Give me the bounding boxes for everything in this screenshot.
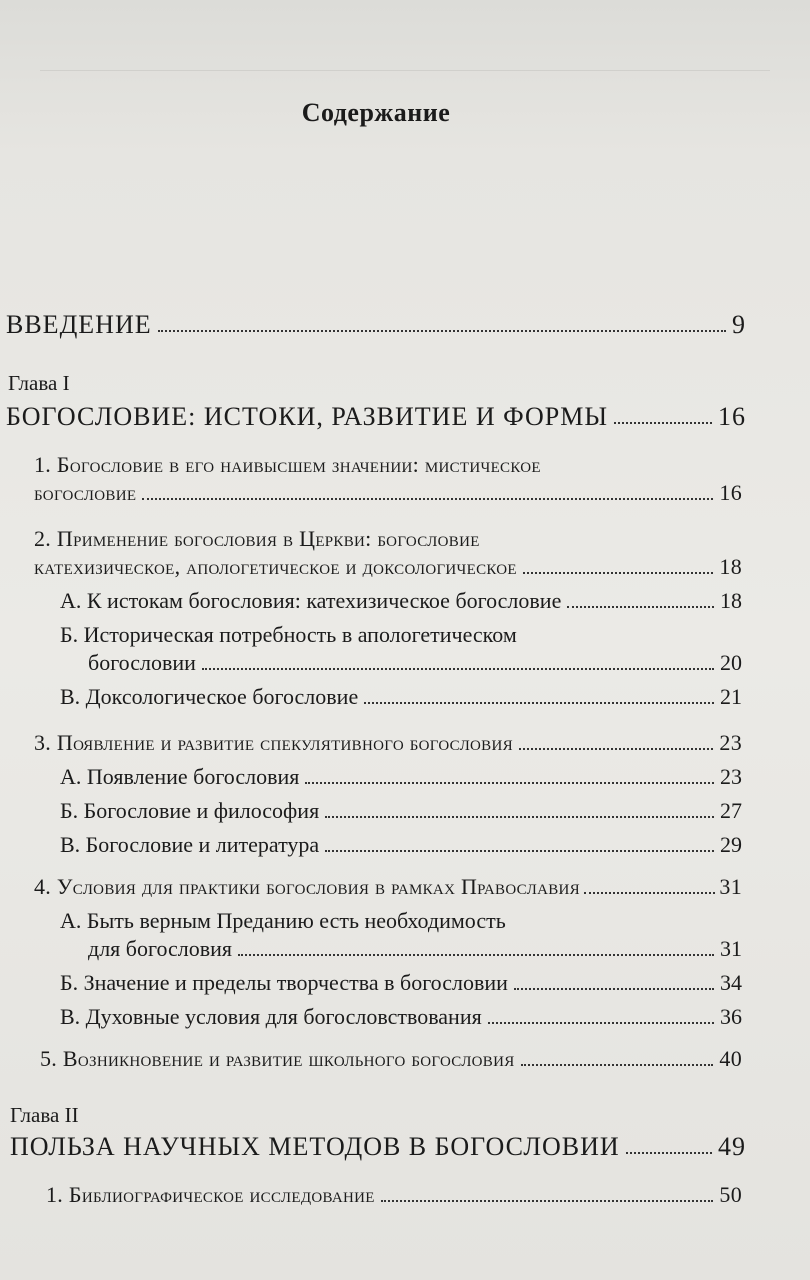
toc-page-number: 31 xyxy=(720,936,742,961)
toc-subsection-text: В. Богословие и литература xyxy=(60,832,320,857)
toc-subsection-1-3-c[interactable] xyxy=(60,830,742,860)
toc-section-1-4[interactable] xyxy=(34,872,742,902)
toc-subsection-text: В. Духовные условия для богословствования xyxy=(60,1004,482,1029)
leader-dots xyxy=(325,850,714,852)
toc-page-number: 50 xyxy=(719,1182,742,1207)
toc-subsection-text: А. Появление богословия xyxy=(60,764,300,789)
toc-page-number: 34 xyxy=(720,970,742,995)
toc-page-number: 16 xyxy=(719,480,742,505)
toc-subsection-text: богословии xyxy=(88,650,196,675)
bleed-through-rule xyxy=(40,70,770,71)
leader-dots xyxy=(614,422,712,424)
toc-section-1-3[interactable] xyxy=(34,728,742,758)
toc-subsection-1-3-a[interactable] xyxy=(60,762,742,792)
toc-page-number: 16 xyxy=(718,402,746,431)
leader-dots xyxy=(626,1152,712,1154)
page-title: Содержание xyxy=(301,98,451,127)
toc-page-number: 49 xyxy=(718,1132,746,1161)
toc-section-text: богословие xyxy=(34,480,137,505)
toc-subsection-text: Б. Значение и пределы творчества в богословии xyxy=(60,970,508,995)
toc-section-1-1[interactable] xyxy=(34,478,742,508)
chapter-label: Глава II xyxy=(10,1103,79,1127)
toc-entry-intro[interactable] xyxy=(6,310,746,340)
toc-page-number: 23 xyxy=(719,730,742,755)
leader-dots xyxy=(325,816,714,818)
leader-dots xyxy=(158,330,726,332)
toc-subsection-1-2-c[interactable] xyxy=(60,682,742,712)
toc-chapter-1[interactable] xyxy=(6,402,746,432)
leader-dots xyxy=(238,954,714,956)
leader-dots xyxy=(514,988,714,990)
toc-entry-label: ВВЕДЕНИЕ xyxy=(6,310,152,339)
leader-dots xyxy=(521,1064,714,1066)
toc-section-text: катехизическое, апологетическое и доксологическое xyxy=(34,554,517,579)
toc-subsection-text: Б. Богословие и философия xyxy=(60,798,320,823)
toc-subsection-1-2-b[interactable] xyxy=(88,648,742,678)
leader-dots xyxy=(364,702,714,704)
chapter-title: БОГОСЛОВИЕ: ИСТОКИ, РАЗВИТИЕ И ФОРМЫ xyxy=(6,402,608,431)
leader-dots xyxy=(523,572,713,574)
toc-section-text: 5. Возникновение и развитие школьного богословия xyxy=(40,1046,515,1071)
toc-section-2-1[interactable] xyxy=(46,1180,742,1210)
toc-page-number: 20 xyxy=(720,650,742,675)
leader-dots xyxy=(567,606,714,608)
toc-page-number: 36 xyxy=(720,1004,742,1029)
leader-dots xyxy=(142,498,713,500)
toc-section-line: 1. Богословие в его наивысшем значении: мистическое xyxy=(34,452,541,477)
toc-subsection-text: А. К истокам богословия: катехизическое богословие xyxy=(60,588,562,613)
toc-page-number: 21 xyxy=(720,684,742,709)
toc-subsection-1-4-a[interactable] xyxy=(88,934,742,964)
leader-dots xyxy=(488,1022,714,1024)
toc-section-1-2[interactable] xyxy=(34,552,742,582)
toc-page-number: 40 xyxy=(719,1046,742,1071)
toc-subsection-line: Б. Историческая потребность в апологетическом xyxy=(60,622,517,647)
toc-section-text: 4. Условия для практики богословия в рамках Православия xyxy=(34,874,580,899)
leader-dots xyxy=(519,748,713,750)
toc-page-number: 29 xyxy=(720,832,742,857)
toc-page-number: 31 xyxy=(719,874,742,899)
chapter-label: Глава I xyxy=(8,371,70,395)
toc-subsection-1-3-b[interactable] xyxy=(60,796,742,826)
toc-subsection-1-2-a[interactable] xyxy=(60,586,742,616)
toc-page-number: 18 xyxy=(719,554,742,579)
toc-subsection-text: для богословия xyxy=(88,936,233,961)
toc-page-number: 18 xyxy=(720,588,742,613)
leader-dots xyxy=(381,1200,714,1202)
leader-dots xyxy=(202,668,714,670)
leader-dots xyxy=(584,892,715,894)
toc-subsection-1-4-b[interactable] xyxy=(60,968,742,998)
toc-subsection-line: А. Быть верным Преданию есть необходимость xyxy=(60,908,506,933)
toc-page-number: 23 xyxy=(720,764,742,789)
toc-page-number: 27 xyxy=(720,798,742,823)
toc-section-text: 3. Появление и развитие спекулятивного богословия xyxy=(34,730,513,755)
leader-dots xyxy=(305,782,714,784)
toc-page-number: 9 xyxy=(732,310,746,339)
chapter-title: ПОЛЬЗА НАУЧНЫХ МЕТОДОВ В БОГОСЛОВИИ xyxy=(10,1132,620,1161)
toc-section-text: 1. Библиографическое исследование xyxy=(46,1182,375,1207)
toc-section-line: 2. Применение богословия в Церкви: богословие xyxy=(34,526,480,551)
toc-subsection-text: В. Доксологическое богословие xyxy=(60,684,359,709)
toc-section-1-5[interactable] xyxy=(40,1044,742,1074)
toc-subsection-1-4-c[interactable] xyxy=(60,1002,742,1032)
toc-chapter-2[interactable] xyxy=(10,1132,746,1162)
